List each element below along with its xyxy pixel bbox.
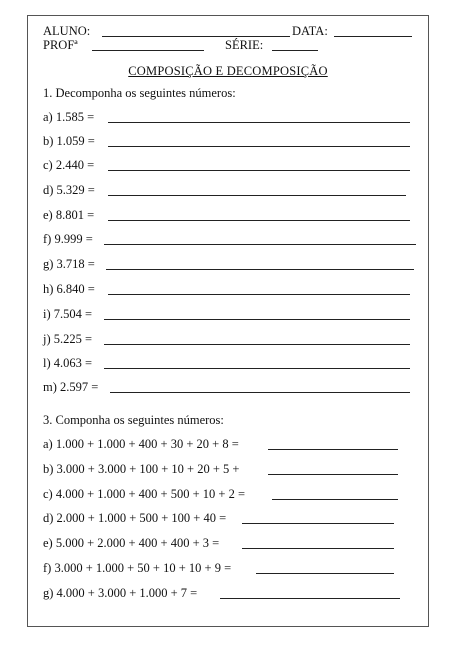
- prof-blank: [92, 50, 204, 51]
- data-blank: [334, 36, 412, 37]
- answer-line: [272, 499, 398, 500]
- answer-line: [108, 294, 410, 295]
- exercise-3c: c) 4.000 + 1.000 + 400 + 500 + 10 + 2 =: [43, 487, 246, 501]
- answer-line: [104, 244, 416, 245]
- exercise-1d: d) 5.329 =: [43, 183, 95, 197]
- answer-line: [108, 220, 410, 221]
- section1-heading: 1. Decomponha os seguintes números:: [43, 86, 236, 100]
- answer-line: [108, 122, 410, 123]
- exercise-1c: c) 2.440 =: [43, 158, 95, 172]
- worksheet-page: [27, 15, 429, 627]
- answer-line: [242, 548, 394, 549]
- answer-line: [110, 392, 410, 393]
- answer-line: [268, 474, 398, 475]
- exercise-1l: l) 4.063 =: [43, 356, 93, 370]
- exercise-3a: a) 1.000 + 1.000 + 400 + 30 + 20 + 8 =: [43, 437, 239, 451]
- answer-line: [108, 146, 410, 147]
- exercise-1b: b) 1.059 =: [43, 134, 95, 148]
- aluno-label: ALUNO:: [43, 24, 91, 38]
- answer-line: [108, 170, 410, 171]
- serie-label: SÉRIE:: [225, 38, 264, 52]
- section3-heading: 3. Componha os seguintes números:: [43, 413, 224, 427]
- answer-line: [268, 449, 398, 450]
- exercise-3f: f) 3.000 + 1.000 + 50 + 10 + 10 + 9 =: [43, 561, 232, 575]
- worksheet-title: COMPOSIÇÃO E DECOMPOSIÇÃO: [128, 64, 328, 78]
- serie-blank: [272, 50, 318, 51]
- exercise-1j: j) 5.225 =: [43, 332, 93, 346]
- exercise-1e: e) 8.801 =: [43, 208, 95, 222]
- answer-line: [104, 319, 410, 320]
- answer-line: [242, 523, 394, 524]
- exercise-3g: g) 4.000 + 3.000 + 1.000 + 7 =: [43, 586, 198, 600]
- answer-line: [104, 344, 410, 345]
- aluno-blank: [102, 36, 290, 37]
- exercise-1a: a) 1.585 =: [43, 110, 95, 124]
- answer-line: [256, 573, 394, 574]
- exercise-3d: d) 2.000 + 1.000 + 500 + 100 + 40 =: [43, 511, 227, 525]
- exercise-1f: f) 9.999 =: [43, 232, 93, 246]
- exercise-1g: g) 3.718 =: [43, 257, 95, 271]
- exercise-1h: h) 6.840 =: [43, 282, 95, 296]
- prof-label: PROFª: [43, 38, 78, 52]
- exercise-3e: e) 5.000 + 2.000 + 400 + 400 + 3 =: [43, 536, 220, 550]
- exercise-1i: i) 7.504 =: [43, 307, 93, 321]
- answer-line: [104, 368, 410, 369]
- exercise-3b: b) 3.000 + 3.000 + 100 + 10 + 20 + 5 +: [43, 462, 240, 476]
- answer-line: [108, 195, 406, 196]
- answer-line: [220, 598, 400, 599]
- data-label: DATA:: [292, 24, 328, 38]
- exercise-1m: m) 2.597 =: [43, 380, 99, 394]
- answer-line: [106, 269, 414, 270]
